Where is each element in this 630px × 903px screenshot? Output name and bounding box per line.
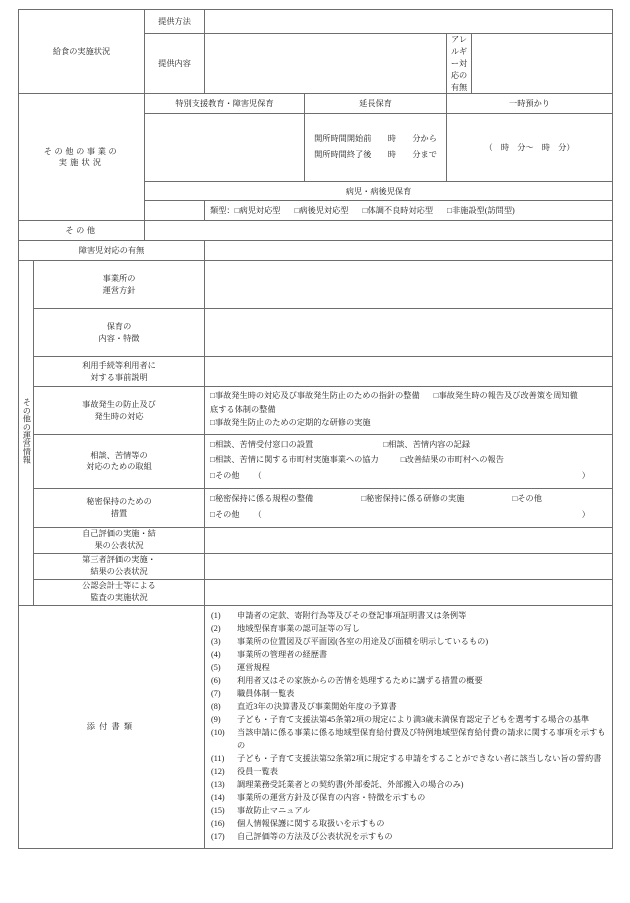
meal-method-value[interactable] — [205, 10, 613, 34]
confidentiality-item-1[interactable]: □秘密保持に係る規程の整備 — [210, 494, 314, 504]
attachment-item-text: 調理業務受託業者との契約書(外部委託、外部搬入の場合のみ) — [237, 780, 464, 790]
attachments-cell — [205, 605, 613, 849]
sick-child-blank[interactable] — [145, 201, 205, 221]
attachment-item-number: (16) — [211, 819, 225, 829]
attachment-item-text: 地域型保育事業の認可証等の写し — [237, 623, 360, 633]
allergy-value[interactable] — [472, 34, 613, 94]
attachment-item — [211, 662, 606, 674]
attachment-item-number: (14) — [211, 793, 225, 803]
accident-item-2-cont: 底する体制の整備 — [210, 404, 276, 414]
sick-child-type-1[interactable]: □病後児対応型 — [294, 206, 349, 215]
other-services-label-line1: その他の事業の — [43, 146, 120, 156]
mgmt-policy-label — [34, 261, 205, 309]
mgmt-prior-explanation-label-line2: 対する事前説明 — [90, 372, 148, 382]
mgmt-prior-explanation-label — [34, 357, 205, 387]
complaint-item-other[interactable]: □その他 — [210, 471, 240, 481]
mgmt-childcare-label-line1: 保育の — [106, 322, 132, 332]
attachment-item-number: (12) — [211, 767, 225, 776]
attachment-item — [211, 714, 606, 726]
attachment-item-text: 自己評価等の方法及び公表状況を示すもの — [237, 832, 393, 842]
col-extended-care-header: 延長保育 — [305, 94, 447, 114]
confidentiality-label — [34, 489, 205, 528]
attachment-item-text: 事業所の運営方針及び保育の内容・特徴を示すもの — [237, 793, 426, 803]
attachment-item-text: 事業所の管理者の経歴書 — [237, 650, 328, 660]
attachment-item — [211, 831, 606, 843]
confidentiality-item-2[interactable]: □秘密保持に係る研修の実施 — [361, 494, 465, 504]
third-party-evaluation-label-line1: 第三者評価の実施・ — [82, 555, 156, 565]
attachment-item-text: 事業所の位置図及び平面図(各室の用途及び面積を明示しているもの) — [237, 636, 489, 646]
audit-label-line2: 監査の実施状況 — [90, 593, 148, 603]
attachment-item — [211, 636, 606, 648]
attachment-item-number: (2) — [211, 623, 221, 633]
sick-child-type-0[interactable]: □病児対応型 — [234, 206, 281, 215]
complaints-label-line1: 相談、苦情等の — [90, 450, 148, 460]
self-evaluation-label — [34, 527, 205, 553]
facility-application-table — [18, 9, 613, 849]
row-accident-prevention — [19, 387, 613, 434]
attachment-item-text: 個人情報保護に関する取扱いを示すもの — [237, 819, 385, 829]
audit-value[interactable] — [205, 579, 613, 605]
attachment-item-number: (3) — [211, 636, 221, 646]
attachment-item — [211, 766, 606, 778]
attachment-item-text: 当該申請に係る事業に係る地域型保育給付費及び特例地域型保育給付費の請求に関する事項を示すもの — [237, 728, 606, 750]
row-complaints — [19, 434, 613, 489]
attachment-item — [211, 792, 606, 804]
attachment-item-number: (11) — [211, 753, 225, 763]
attachment-item-number: (1) — [211, 610, 221, 620]
other-services-other-label: その他 — [19, 221, 145, 241]
sick-child-type-3[interactable]: □非施設型(訪問型) — [447, 206, 515, 215]
attachment-item-text: 利用者又はその家族からの苦情を処理するために講ずる措置の概要 — [237, 676, 483, 686]
audit-label — [34, 579, 205, 605]
self-evaluation-label-line2: 果の公表状況 — [94, 541, 144, 551]
complaint-other-paren-open: （ — [253, 471, 262, 481]
mgmt-prior-explanation-value[interactable] — [205, 357, 613, 387]
sick-child-type-2[interactable]: □体調不良時対応型 — [362, 206, 434, 215]
other-services-other-value[interactable] — [145, 221, 613, 241]
complaint-other-paren-close: ） — [581, 471, 590, 481]
row-audit — [19, 579, 613, 605]
extended-care-line1: 開所時間開始前 時 分から — [314, 134, 437, 144]
row-disability-support — [19, 241, 613, 261]
attachment-item-number: (6) — [211, 676, 221, 686]
row-other-services-headers — [19, 94, 613, 114]
attachment-item — [211, 675, 606, 687]
accident-prevention-label — [34, 387, 205, 434]
confidentiality-item-3[interactable]: □その他 — [512, 494, 542, 504]
mgmt-childcare-value[interactable] — [205, 309, 613, 357]
confidentiality-item-other[interactable]: □その他 — [210, 510, 240, 519]
row-confidentiality — [19, 489, 613, 528]
other-services-row-label — [19, 94, 145, 221]
self-evaluation-label-line1: 自己評価の実施・結 — [82, 529, 156, 539]
attachment-item — [211, 805, 606, 817]
accident-prevention-label-line1: 事故発生の防止及び — [82, 399, 156, 409]
confidentiality-label-line2: 措置 — [110, 509, 128, 518]
attachment-item-number: (13) — [211, 780, 225, 790]
attachment-item-number: (4) — [211, 650, 221, 660]
disability-value[interactable] — [205, 241, 613, 261]
accident-prevention-cell — [205, 387, 613, 434]
attachment-item-text: 直近3年の決算書及び事業開始年度の予算書 — [237, 702, 397, 712]
row-third-party-evaluation — [19, 553, 613, 579]
accident-item-2[interactable]: □事故発生時の報告及び改善策を周知徹 — [433, 391, 578, 401]
mgmt-policy-value[interactable] — [205, 261, 613, 309]
col-special-support-header: 特別支援教育・障害児保育 — [145, 94, 305, 114]
meal-method-label: 提供方法 — [145, 10, 205, 34]
management-info-vertical-label — [19, 261, 34, 605]
attachment-item-text: 役員一覧表 — [237, 767, 278, 776]
accident-item-1[interactable]: □事故発生時の対応及び事故発生防止のための指針の整備 — [210, 391, 420, 401]
third-party-evaluation-label-line2: 結果の公表状況 — [90, 567, 148, 577]
sick-child-header: 病児・病後児保育 — [145, 182, 613, 201]
row-meal-method — [19, 10, 613, 34]
attachment-item — [211, 753, 606, 765]
attachment-item — [211, 727, 606, 752]
attachment-item-text: 職員体制一覧表 — [237, 689, 295, 699]
attachment-item — [211, 623, 606, 635]
mgmt-policy-label-line2: 運営方針 — [102, 285, 136, 295]
attachment-item-number: (10) — [211, 728, 225, 738]
extended-care-line2: 開所時間終了後 時 分まで — [314, 149, 437, 159]
attachment-item-text: 事故防止マニュアル — [237, 806, 311, 816]
attachment-item — [211, 688, 606, 700]
complaint-item-4[interactable]: □改善結果の市町村への報告 — [400, 455, 504, 465]
meal-content-label: 提供内容 — [145, 34, 205, 94]
extended-care-value[interactable] — [305, 114, 447, 182]
audit-label-line1: 公認会計士等による — [82, 581, 156, 591]
third-party-evaluation-value[interactable] — [205, 553, 613, 579]
attachment-item-text: 子ども・子育て支援法第52条第2項に規定する申請をすることができない者に該当しない旨の誓約書 — [237, 753, 602, 763]
attachment-item — [211, 610, 606, 622]
row-other-services-other — [19, 221, 613, 241]
confidentiality-cell — [205, 489, 613, 528]
meals-row-label: 給食の実施状況 — [19, 10, 145, 94]
attachment-item-text: 運営規程 — [237, 663, 270, 673]
complaints-cell — [205, 434, 613, 489]
sick-child-types-cell — [205, 201, 613, 221]
allergy-label: アレルギー対応の有無 — [447, 34, 472, 94]
other-services-label-line2: 実施状況 — [58, 158, 105, 168]
attachment-item — [211, 701, 606, 713]
sick-child-types-prefix: 類型： — [210, 206, 235, 215]
attachment-item-number: (7) — [211, 689, 221, 699]
row-self-evaluation — [19, 527, 613, 553]
attachment-item-number: (15) — [211, 806, 225, 816]
attachment-item — [211, 779, 606, 791]
row-attachments — [19, 605, 613, 849]
attachment-item-number: (9) — [211, 715, 221, 725]
accident-prevention-label-line2: 発生時の対応 — [94, 411, 144, 421]
attachment-item-number: (8) — [211, 702, 221, 712]
attachments-label: 添付書類 — [19, 605, 205, 849]
mgmt-childcare-label — [34, 309, 205, 357]
confidentiality-paren-close: ） — [581, 510, 590, 519]
attachment-item-number: (5) — [211, 663, 221, 673]
third-party-evaluation-label — [34, 553, 205, 579]
complaint-item-1[interactable]: □相談、苦情受付窓口の設置 — [210, 439, 314, 449]
meal-content-value[interactable] — [205, 34, 447, 94]
complaint-item-2[interactable]: □相談、苦情内容の記録 — [383, 439, 471, 449]
col-temporary-care-header: 一時預かり — [447, 94, 613, 114]
disability-label: 障害児対応の有無 — [19, 241, 205, 261]
mgmt-policy-label-line1: 事業所の — [102, 274, 136, 284]
complaints-label-line2: 対応のための取組 — [86, 462, 152, 472]
attachment-item-text: 子ども・子育て支援法第45条第2項の規定により満3歳未満保育認定子どもを選考する場合の基準 — [237, 715, 590, 725]
management-info-vertical-text: その他の運営情報 — [22, 398, 32, 464]
row-mgmt-prior-explanation — [19, 357, 613, 387]
confidentiality-label-line1: 秘密保持のための — [86, 497, 152, 507]
complaint-item-3[interactable]: □相談、苦情に関する市町村実施事業への協力 — [210, 455, 379, 465]
attachment-item — [211, 818, 606, 830]
special-support-value[interactable] — [145, 114, 305, 182]
attachments-list — [205, 606, 612, 849]
row-mgmt-childcare-content — [19, 309, 613, 357]
accident-item-3[interactable]: □事故発生防止のための定期的な研修の実施 — [210, 418, 371, 428]
mgmt-childcare-label-line2: 内容・特徴 — [98, 333, 140, 343]
attachment-item-number: (17) — [211, 832, 225, 842]
self-evaluation-value[interactable] — [205, 527, 613, 553]
confidentiality-paren-open: （ — [253, 510, 262, 519]
row-mgmt-policy — [19, 261, 613, 309]
attachment-item — [211, 649, 606, 661]
attachment-item-text: 申請者の定款、寄附行為等及びその登記事項証明書又は条例等 — [237, 610, 467, 620]
complaints-label — [34, 434, 205, 489]
temporary-care-value[interactable]: （ 時 分～ 時 分） — [447, 114, 613, 182]
mgmt-prior-explanation-label-line1: 利用手続等利用者に — [82, 361, 156, 371]
